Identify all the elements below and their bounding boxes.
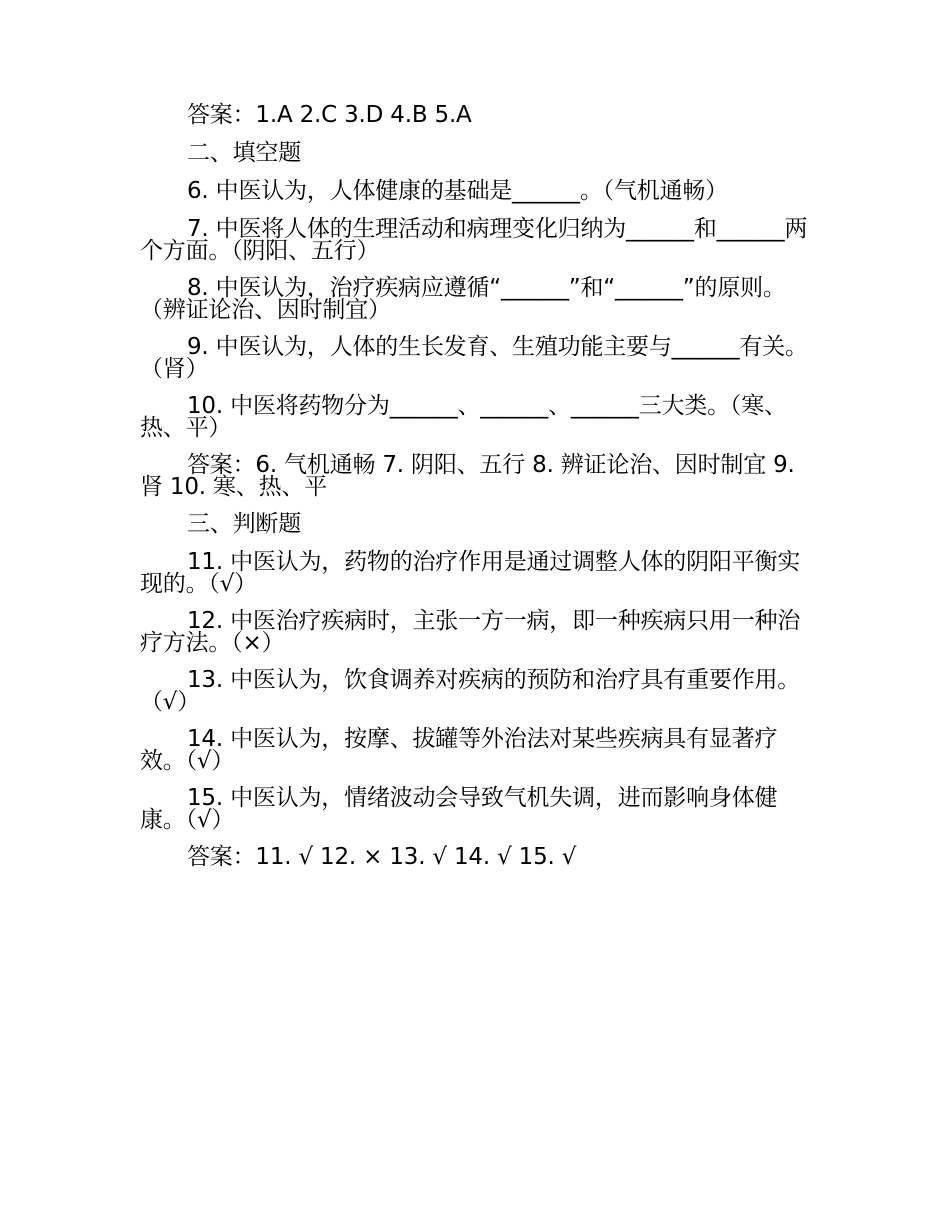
question-11: 11. 中医认为，药物的治疗作用是通过调整人体的阴阳平衡实现的。（√） bbox=[140, 549, 801, 597]
question-9: 9. 中医认为，人体的生长发育、生殖功能主要与______有关。（肾） bbox=[140, 334, 808, 382]
section-heading-true-false: 三、判断题 bbox=[187, 511, 302, 537]
answer-line-2: 答案：6. 气机通畅 7. 阴阳、五行 8. 辨证论治、因时制宜 9. 肾 10. 寒、热、平 bbox=[140, 452, 802, 500]
document-page bbox=[140, 104, 810, 884]
question-12: 12. 中医治疗疾病时，主张一方一病，即一种疾病只用一种治疗方法。（×） bbox=[140, 608, 801, 656]
question-6: 6. 中医认为，人体健康的基础是______。（气机通畅） bbox=[187, 178, 728, 204]
question-15: 15. 中医认为，情绪波动会导致气机失调，进而影响身体健康。（√） bbox=[140, 785, 778, 833]
question-8: 8. 中医认为，治疗疾病应遵循“______”和“______”的原则。（辨证论治、因时制宜） bbox=[140, 275, 786, 323]
section-heading-fill-blank: 二、填空题 bbox=[187, 140, 302, 166]
question-14: 14. 中医认为，按摩、拔罐等外治法对某些疾病具有显著疗效。（√） bbox=[140, 726, 778, 774]
answer-line-3: 答案：11. √ 12. × 13. √ 14. √ 15. √ bbox=[187, 844, 577, 870]
question-10: 10. 中医将药物分为______、______、______三大类。（寒、热、平） bbox=[140, 393, 787, 441]
question-13: 13. 中医认为，饮食调养对疾病的预防和治疗具有重要作用。（√） bbox=[140, 667, 801, 715]
question-7: 7. 中医将人体的生理活动和病理变化归纳为______和______两个方面。（阴阳、五行） bbox=[140, 216, 808, 264]
answer-line-1: 答案：1.A 2.C 3.D 4.B 5.A bbox=[187, 102, 472, 128]
